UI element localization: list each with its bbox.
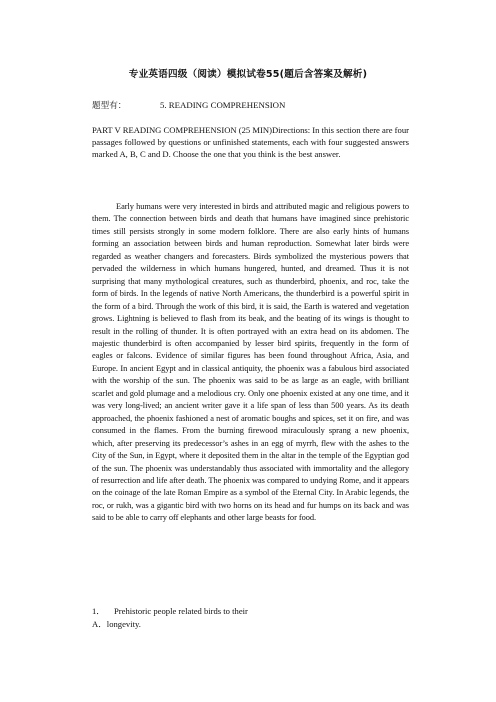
question-type-line xyxy=(92,99,285,111)
option-a: A．longevity. xyxy=(92,619,141,629)
question-type-value: 5. READING COMPREHENSION xyxy=(160,100,286,110)
question-type-label: 题型有： xyxy=(92,101,127,111)
question-1 xyxy=(92,605,248,617)
directions-paragraph: PART V READING COMPREHENSION (25 MIN)Directions: In this section there are four passages followed by questions or unfinished statements, each with four suggested answers marked A, B, C and D. Choose the one that you think is the best answer. xyxy=(92,125,409,160)
question-text: Prehistoric people related birds to their xyxy=(114,606,248,616)
reading-passage: Early humans were very interested in birds and attributed magic and religious powers to them. The connection between birds and death that humans have imagined since prehistoric times still persists strongly in some modern folklore. There are also early hints of humans forming an association between birds and human reproduction. Somewhat later birds were regarded as weather changers and forecasters. Birds symbolized the mysterious powers that pervaded the wilderness in which humans hungered, hunted, and dreamed. Thus it is not surprising that many mythological creatures, such as thunderbird, phoenix, and roc, take the form of birds. In the legends of native North Americans, the thunderbird is a powerful spirit in the form of a bird. Through the work of this bird, it is said, the Earth is watered and vegetation grows. Lightning is believed to flash from its beak, and the beating of its wings is thought to result in the rolling of thunder. It is often portrayed with an extra head on its abdomen. The majestic thunderbird is often accompanied by lesser bird spirits, frequently in the form of eagles or falcons. Evidence of similar figures has been found throughout Africa, Asia, and Europe. In ancient Egypt and in classical antiquity, the phoenix was a fabulous bird associated with the worship of the sun. The phoenix was said to be as large as an eagle, with brilliant scarlet and gold plumage and a melodious cry. Only one phoenix existed at any one time, and it was very long-lived; an ancient writer gave it a life span of less than 500 years. As its death approached, the phoenix fashioned a nest of aromatic boughs and spices, set it on fire, and was consumed in the flames. From the burning firewood miraculously sprang a new phoenix, which, after preserving its predecessor’s ashes in an egg of myrrh, flew with the ashes to the City of the Sun, in Egypt, where it deposited them in the altar in the temple of the Egyptian god of the sun. The phoenix was understandably thus associated with immortality and the allegory of resurrection and life after death. The phoenix was compared to undying Rome, and it appears on the coinage of the late Roman Empire as a symbol of the Eternal City. In Arabic legends, the roc, or rukh, was a gigantic bird with two horns on its head and fur humps on its back and was said to be able to carry off elephants and other large beasts for food. xyxy=(92,202,409,523)
document-title: 专业英语四级（阅读）模拟试卷55(题后含答案及解析) xyxy=(128,69,368,80)
question-number: 1． xyxy=(92,606,105,616)
